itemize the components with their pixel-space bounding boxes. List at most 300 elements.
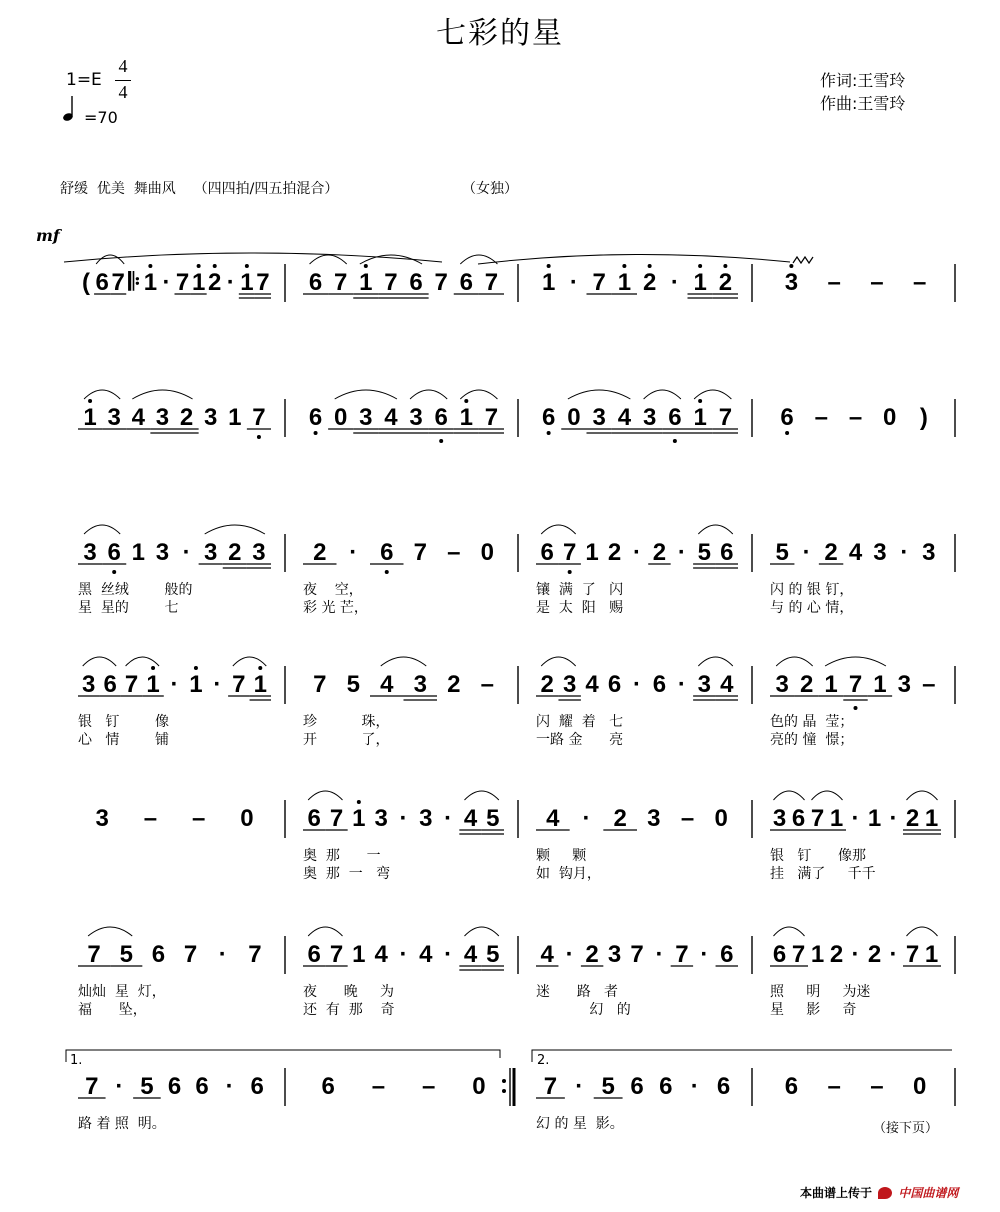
lyric-line-1: 灿灿 星 灯，: [78, 984, 166, 1000]
lyric-line-2: 星 影 奇: [770, 1002, 857, 1018]
note: 7: [183, 941, 198, 968]
lyric-line-2: 星 星的 七: [78, 600, 179, 616]
note: 1: [693, 404, 707, 431]
augmentation-dot: ·: [226, 269, 235, 296]
footer-site-name: 中国曲谱网: [898, 1186, 959, 1200]
note: 2: [905, 805, 920, 832]
octave-down-dot: [547, 431, 551, 435]
augmentation-dot: ·: [170, 671, 179, 698]
augmentation-dot: ·: [582, 805, 591, 832]
note: 5: [697, 539, 712, 566]
note: 3: [922, 539, 936, 566]
note: 1: [240, 269, 254, 296]
note: 3: [607, 941, 622, 968]
note: 𝄆: [128, 269, 141, 296]
lyric-line-1: 闪 的 银 钉，: [770, 582, 854, 598]
lyric-line-2: 福 坠，: [78, 1002, 147, 1018]
note: 0: [912, 1073, 927, 1100]
note: 6: [540, 539, 554, 566]
note: 7: [810, 805, 825, 832]
lyric-line-1: 黑 丝绒 般的: [78, 582, 193, 598]
octave-up-dot: [547, 264, 551, 268]
to-next-page-note: （接下页）: [873, 1121, 939, 1136]
octave-up-dot: [245, 264, 249, 268]
sustain-dash: –: [922, 671, 936, 698]
note: 1: [585, 539, 599, 566]
augmentation-dot: ·: [900, 539, 909, 566]
note: 2: [799, 671, 814, 698]
lyric-line-1: 照 明 为迷: [770, 984, 871, 1000]
note: 2: [313, 539, 327, 566]
sustain-dash: –: [191, 805, 206, 832]
note: 2: [652, 539, 667, 566]
sustain-dash: –: [371, 1073, 386, 1100]
octave-up-dot: [698, 264, 702, 268]
note: 0: [480, 539, 494, 566]
note: 6: [652, 671, 667, 698]
note: 1: [924, 805, 939, 832]
note: 6: [250, 1073, 264, 1100]
note: 1: [617, 269, 632, 296]
slur: [465, 927, 499, 936]
tempo-mark: =70: [84, 108, 118, 127]
note: 3: [784, 269, 799, 296]
note: 1: [143, 269, 158, 296]
note: 2: [642, 269, 657, 296]
note: 6: [720, 941, 734, 968]
augmentation-dot: ·: [700, 941, 709, 968]
slur: [541, 657, 575, 666]
note: 4: [131, 404, 145, 431]
slur: [381, 657, 427, 666]
note: 3: [155, 539, 170, 566]
note: 7: [484, 404, 499, 431]
note: 1: [829, 805, 844, 832]
note: 7: [905, 941, 920, 968]
note: 3: [873, 539, 887, 566]
note: 1: [146, 671, 160, 698]
note: 7: [791, 941, 806, 968]
augmentation-dot: ·: [633, 671, 641, 698]
note: ): [919, 404, 928, 431]
note: 3: [374, 805, 388, 832]
note: 7: [384, 269, 398, 296]
note: 6: [167, 1073, 182, 1100]
sustain-dash: –: [480, 671, 494, 698]
volta-bracket-2: [532, 1050, 952, 1062]
sustain-dash: –: [814, 404, 828, 431]
lyric-line-1: 珍 珠，: [303, 714, 390, 730]
volta-1-label: 1.: [70, 1053, 83, 1068]
lyric-line-1: 银 钉 像: [78, 714, 169, 730]
lyric-line-2: 奥 那 一 弯: [303, 866, 391, 882]
note: 5: [486, 941, 500, 968]
augmentation-dot: ·: [889, 805, 898, 832]
site-logo-icon: [878, 1187, 892, 1199]
note: 3: [204, 404, 218, 431]
note: 7: [111, 269, 125, 296]
note: 7: [175, 269, 190, 296]
note: 3: [252, 539, 266, 566]
slur: [694, 390, 731, 399]
augmentation-dot: ·: [399, 941, 408, 968]
note: 7: [562, 539, 577, 566]
note: 6: [459, 269, 473, 296]
note: 1: [359, 269, 373, 296]
time-signature-top: 4: [118, 56, 128, 76]
note: 2: [447, 671, 461, 698]
note: 4: [463, 941, 478, 968]
note: 3: [772, 805, 787, 832]
note: 6: [784, 1073, 799, 1100]
note: 5: [346, 671, 360, 698]
slur: [308, 927, 342, 936]
slur: [205, 525, 265, 534]
sustain-dash: –: [421, 1073, 436, 1100]
note: 6: [151, 941, 166, 968]
slur: [126, 657, 159, 666]
augmentation-dot: ·: [218, 941, 227, 968]
augmentation-dot: ·: [565, 941, 574, 968]
note: 3: [592, 404, 606, 431]
note: 6: [409, 269, 423, 296]
slur: [88, 927, 132, 936]
lyric-line-2: 是 太 阳 赐: [536, 600, 624, 616]
note: 2: [607, 539, 622, 566]
voice-note: （女独）: [462, 181, 518, 197]
slur: [310, 255, 347, 264]
augmentation-dot: ·: [213, 671, 222, 698]
note: 2: [228, 539, 242, 566]
note: 6: [380, 539, 394, 566]
note: 7: [329, 805, 344, 832]
note: 7: [592, 269, 606, 296]
note: 6: [307, 805, 321, 832]
note: 2: [718, 269, 733, 296]
slur: [465, 791, 499, 800]
repeat-dot: [502, 1089, 506, 1093]
octave-up-dot: [194, 666, 198, 670]
note: 2: [613, 805, 627, 832]
slur: [308, 791, 342, 800]
composer: 作曲:王雪玲: [820, 94, 906, 113]
slur: [541, 525, 575, 534]
note: 7: [675, 941, 689, 968]
sustain-dash: –: [827, 269, 841, 296]
note: 4: [848, 539, 863, 566]
sustain-dash: –: [870, 269, 884, 296]
slur: [460, 390, 497, 399]
note: 7: [313, 671, 327, 698]
slur: [335, 390, 397, 399]
augmentation-dot: ·: [569, 269, 578, 296]
lyric-line-2: 心 情 铺: [78, 732, 169, 748]
octave-up-dot: [698, 399, 702, 403]
note: 0: [714, 805, 728, 832]
slur: [825, 657, 886, 666]
note: 4: [546, 805, 560, 832]
note: 2: [867, 941, 882, 968]
note: 3: [359, 404, 373, 431]
note: 2: [829, 941, 844, 968]
note: 5: [140, 1073, 154, 1100]
note: 7: [248, 941, 262, 968]
augmentation-dot: ·: [444, 941, 453, 968]
note: 6: [307, 941, 321, 968]
sustain-dash: –: [827, 1073, 841, 1100]
note: 0: [567, 404, 581, 431]
octave-down-dot: [673, 439, 677, 443]
augmentation-dot: ·: [182, 539, 191, 566]
slur: [84, 390, 120, 399]
note: 7: [484, 269, 499, 296]
note: 1: [693, 269, 707, 296]
note: 7: [124, 671, 139, 698]
octave-up-dot: [258, 666, 262, 670]
note: 6: [541, 404, 556, 431]
slur: [233, 657, 266, 666]
site-footer: [800, 1184, 958, 1201]
octave-down-dot: [785, 431, 789, 435]
note: 5: [775, 539, 789, 566]
lyric-line-2: 亮的 憧 憬；: [770, 732, 854, 748]
note: 5: [486, 805, 500, 832]
slur: [812, 791, 843, 800]
note: 1: [189, 671, 203, 698]
note: 7: [434, 269, 448, 296]
augmentation-dot: ·: [633, 539, 641, 566]
augmentation-dot: ·: [677, 539, 686, 566]
note: 3: [897, 671, 912, 698]
octave-down-dot: [854, 706, 858, 710]
note: 1: [191, 269, 206, 296]
note: 7: [85, 1073, 99, 1100]
slur: [774, 927, 805, 936]
note: 3: [155, 404, 170, 431]
slur: [84, 525, 120, 534]
octave-down-dot: [439, 439, 443, 443]
note: 4: [463, 805, 478, 832]
note: 6: [791, 805, 806, 832]
note: 3: [647, 805, 661, 832]
octave-up-dot: [148, 264, 152, 268]
lyric-line-1: 银 钉 像那: [770, 848, 867, 864]
lyric-line-1: 路 着 照 明。: [78, 1116, 166, 1132]
note: 6: [716, 1073, 731, 1100]
note: 3: [95, 805, 109, 832]
note: 1: [873, 671, 887, 698]
note: 6: [195, 1073, 209, 1100]
note: 5: [119, 941, 133, 968]
lyricist: 作词:王雪玲: [820, 71, 906, 90]
note: 7: [334, 269, 348, 296]
note: 6: [308, 269, 323, 296]
sustain-dash: –: [848, 404, 863, 431]
note: 0: [240, 805, 254, 832]
note: 6: [772, 941, 787, 968]
slur: [907, 791, 938, 800]
augmentation-dot: ·: [851, 941, 860, 968]
octave-up-dot: [622, 264, 626, 268]
octave-down-dot: [314, 431, 318, 435]
slur: [410, 390, 447, 399]
phrase-slur: [478, 254, 790, 264]
note: 3: [409, 404, 423, 431]
augmentation-dot: ·: [677, 671, 686, 698]
note: (: [82, 269, 91, 296]
octave-up-dot: [648, 264, 652, 268]
sustain-dash: –: [143, 805, 158, 832]
lyric-line-1: 奥 那 一: [303, 848, 381, 864]
note: 3: [697, 671, 712, 698]
octave-up-dot: [88, 399, 92, 403]
note: 4: [720, 671, 734, 698]
slur: [907, 927, 938, 936]
lyric-line-1: 色的 晶 莹；: [770, 714, 854, 730]
volta-bracket-1: [66, 1050, 500, 1062]
note: 3: [107, 404, 121, 431]
augmentation-dot: ·: [670, 269, 679, 296]
slur: [774, 791, 805, 800]
octave-up-dot: [197, 264, 201, 268]
octave-down-dot: [112, 570, 116, 574]
lyric-line-1: 幻 的 星 影。: [536, 1116, 624, 1132]
octave-up-dot: [151, 666, 155, 670]
lyric-line-2: 与 的 心 情，: [770, 600, 854, 616]
note: 0: [334, 404, 348, 431]
octave-down-dot: [385, 570, 389, 574]
octave-down-dot: [568, 570, 572, 574]
sustain-dash: –: [870, 1073, 884, 1100]
note: 1: [541, 269, 556, 296]
augmentation-dot: ·: [851, 805, 860, 832]
octave-up-dot: [789, 264, 793, 268]
slur: [132, 390, 192, 399]
sustain-dash: –: [680, 805, 695, 832]
slur: [698, 657, 732, 666]
lyric-line-2: 开 了，: [303, 732, 390, 748]
note: 7: [630, 941, 644, 968]
slur: [96, 255, 124, 264]
augmentation-dot: ·: [444, 805, 453, 832]
augmentation-dot: ·: [349, 539, 358, 566]
note: 6: [103, 671, 117, 698]
note: 4: [617, 404, 632, 431]
octave-down-dot: [257, 435, 261, 439]
note: 6: [668, 404, 682, 431]
lyric-line-2: 还 有 那 奇: [303, 1002, 395, 1018]
note: 7: [256, 269, 270, 296]
time-signature-bottom: 4: [118, 82, 128, 102]
lyric-line-2: 如 钩月，: [536, 866, 601, 882]
note: 3: [642, 404, 657, 431]
augmentation-dot: ·: [889, 941, 898, 968]
lyric-line-1: 夜 空，: [303, 582, 363, 598]
note: 2: [824, 539, 838, 566]
note: 6: [607, 671, 622, 698]
note: 6: [308, 404, 323, 431]
note: 7: [413, 539, 427, 566]
note: 1: [131, 539, 145, 566]
note: 1: [352, 941, 366, 968]
note: 3: [419, 805, 433, 832]
note: 6: [630, 1073, 644, 1100]
note: 2: [585, 941, 599, 968]
page-title: 七彩的星: [436, 16, 564, 51]
note: 6: [780, 404, 794, 431]
slur: [83, 657, 116, 666]
note: 1: [459, 404, 473, 431]
lyric-line-2: 幻 的: [536, 1002, 631, 1018]
note: 3: [82, 671, 96, 698]
octave-up-dot: [723, 264, 727, 268]
trill-icon: [793, 257, 813, 263]
note: 7: [252, 404, 266, 431]
slur: [644, 390, 681, 399]
lyric-line-1: 迷 路 者: [536, 984, 619, 1000]
note: 7: [87, 941, 101, 968]
note: 1: [83, 404, 97, 431]
augmentation-dot: ·: [115, 1073, 124, 1100]
note: 0: [472, 1073, 486, 1100]
augmentation-dot: ·: [399, 805, 408, 832]
lyric-line-1: 闪 耀 着 七: [536, 714, 624, 730]
octave-up-dot: [213, 264, 217, 268]
sustain-dash: –: [912, 269, 927, 296]
lyric-line-1: 颗 颗: [536, 848, 587, 864]
slur: [568, 390, 631, 399]
lyric-line-1: 夜 晚 为: [303, 984, 394, 1000]
note: 4: [419, 941, 433, 968]
augmentation-dot: ·: [655, 941, 664, 968]
octave-up-dot: [364, 264, 368, 268]
augmentation-dot: ·: [802, 539, 811, 566]
note: 7: [232, 671, 246, 698]
lyric-line-2: 一路 金 亮: [536, 732, 624, 748]
note: 4: [384, 404, 398, 431]
note: 4: [374, 941, 388, 968]
lyric-line-2: 挂 满了 千千: [770, 866, 876, 882]
note: 4: [380, 671, 394, 698]
augmentation-dot: ·: [225, 1073, 234, 1100]
note: 1: [867, 805, 882, 832]
lyric-line-1: 镶 满 了 闪: [536, 582, 624, 598]
octave-up-dot: [357, 800, 361, 804]
note: 1: [352, 805, 366, 832]
note: 5: [601, 1073, 615, 1100]
note: 0: [883, 404, 897, 431]
note: 6: [95, 269, 109, 296]
note: 2: [179, 404, 194, 431]
octave-up-dot: [464, 399, 468, 403]
style-note: 舒缓 优美 舞曲风 （四四拍/四五拍混合）: [60, 181, 339, 197]
key-signature: 1=E: [66, 70, 102, 90]
note: 3: [775, 671, 789, 698]
note: 1: [824, 671, 838, 698]
note: 7: [718, 404, 733, 431]
note: 3: [83, 539, 97, 566]
augmentation-dot: ·: [575, 1073, 584, 1100]
note: 6: [720, 539, 734, 566]
note: 7: [329, 941, 344, 968]
note: 1: [810, 941, 825, 968]
note: 2: [208, 269, 222, 296]
lyric-line-2: 彩 光 芒，: [303, 600, 368, 616]
note: 4: [540, 941, 554, 968]
augmentation-dot: ·: [690, 1073, 699, 1100]
note: 3: [204, 539, 218, 566]
note: 6: [659, 1073, 673, 1100]
